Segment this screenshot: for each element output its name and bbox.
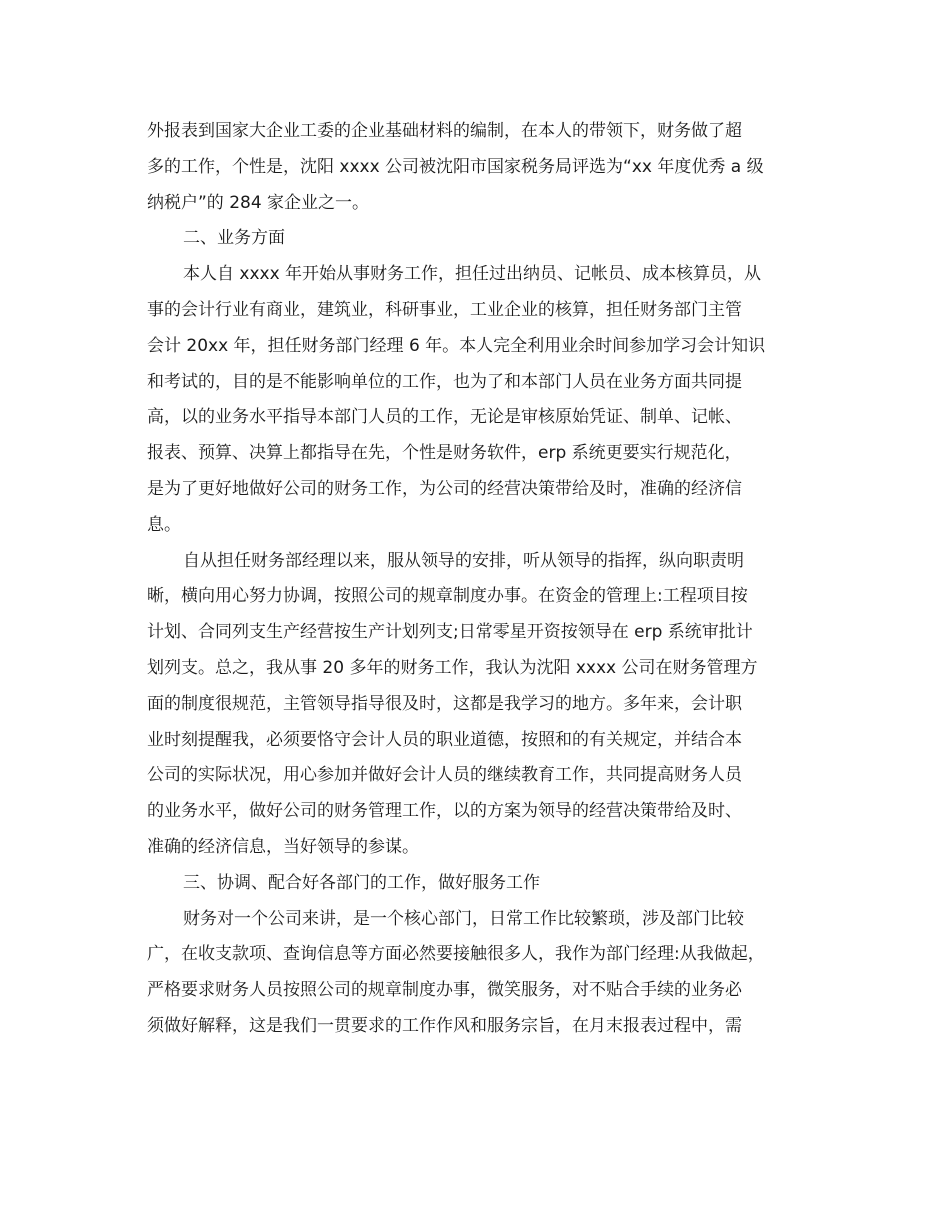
paragraph-first-line: 本人自 xxxx 年开始从事财务工作，担任过出纳员、记帐员、成本核算员，从: [183, 264, 762, 285]
text-line: 业时刻提醒我，必须要恪守会计人员的职业道德，按照和的有关规定，并结合本: [147, 729, 742, 750]
text-line: 公司的实际状况，用心参加并做好会计人员的继续教育工作，共同提高财务人员: [147, 765, 742, 786]
text-line: 会计 20xx 年，担任财务部门经理 6 年。本人完全利用业余时间参加学习会计知识: [147, 335, 766, 356]
paragraph-first-line: 自从担任财务部经理以来，服从领导的安排，听从领导的指挥，纵向职责明: [183, 550, 744, 571]
text-line: 计划、合同列支生产经营按生产计划列支;日常零星开资按领导在 erp 系统审批计: [147, 622, 753, 643]
text-line: 息。: [147, 514, 181, 535]
text-line: 严格要求财务人员按照公司的规章制度办事，微笑服务，对不贴合手续的业务必: [147, 980, 742, 1001]
text-line: 划列支。总之，我从事 20 多年的财务工作，我认为沈阳 xxxx 公司在财务管理方: [147, 657, 758, 678]
text-line: 外报表到国家大企业工委的企业基础材料的编制，在本人的带领下，财务做了超: [147, 121, 742, 141]
text-line: 准确的经济信息，当好领导的参谋。: [147, 836, 419, 857]
text-line: 报表、预算、决算上都指导在先，个性是财务软件，erp 系统更要实行规范化，: [147, 443, 742, 464]
paragraph-first-line: 财务对一个公司来讲，是一个核心部门，日常工作比较繁琐，涉及部门比较: [183, 908, 744, 929]
text-line: 面的制度很规范，主管领导指导很及时，这都是我学习的地方。多年来，会计职: [147, 693, 742, 714]
text-line: 是为了更好地做好公司的财务工作，为公司的经营决策带给及时，准确的经济信: [147, 478, 742, 499]
text-line: 须做好解释，这是我们一贯要求的工作作风和服务宗旨，在月末报表过程中，需: [147, 1015, 742, 1036]
text-line: 的业务水平，做好公司的财务管理工作，以的方案为领导的经营决策带给及时、: [147, 801, 742, 822]
text-line: 晰，横向用心努力协调，按照公司的规章制度办事。在资金的管理上:工程项目按: [147, 586, 748, 607]
document-body: [147, 114, 827, 1045]
text-line: 和考试的，目的是不能影响单位的工作，也为了和本部门人员在业务方面共同提: [147, 371, 742, 392]
section-heading: 二、业务方面: [183, 228, 285, 249]
section-heading: 三、协调、配合好各部门的工作，做好服务工作: [183, 872, 540, 893]
text-line: 纳税户”的 284 家企业之一。: [147, 192, 370, 213]
text-line: 事的会计行业有商业，建筑业，科研事业，工业企业的核算，担任财务部门主管: [147, 299, 742, 320]
text-line: 高，以的业务水平指导本部门人员的工作，无论是审核原始凭证、制单、记帐、: [147, 407, 742, 428]
text-line: 广，在收支款项、查询信息等方面必然要接触很多人，我作为部门经理:从我做起，: [147, 944, 765, 965]
text-line: 多的工作，个性是，沈阳 xxxx 公司被沈阳市国家税务局评选为“xx 年度优秀 a 级: [147, 156, 764, 177]
